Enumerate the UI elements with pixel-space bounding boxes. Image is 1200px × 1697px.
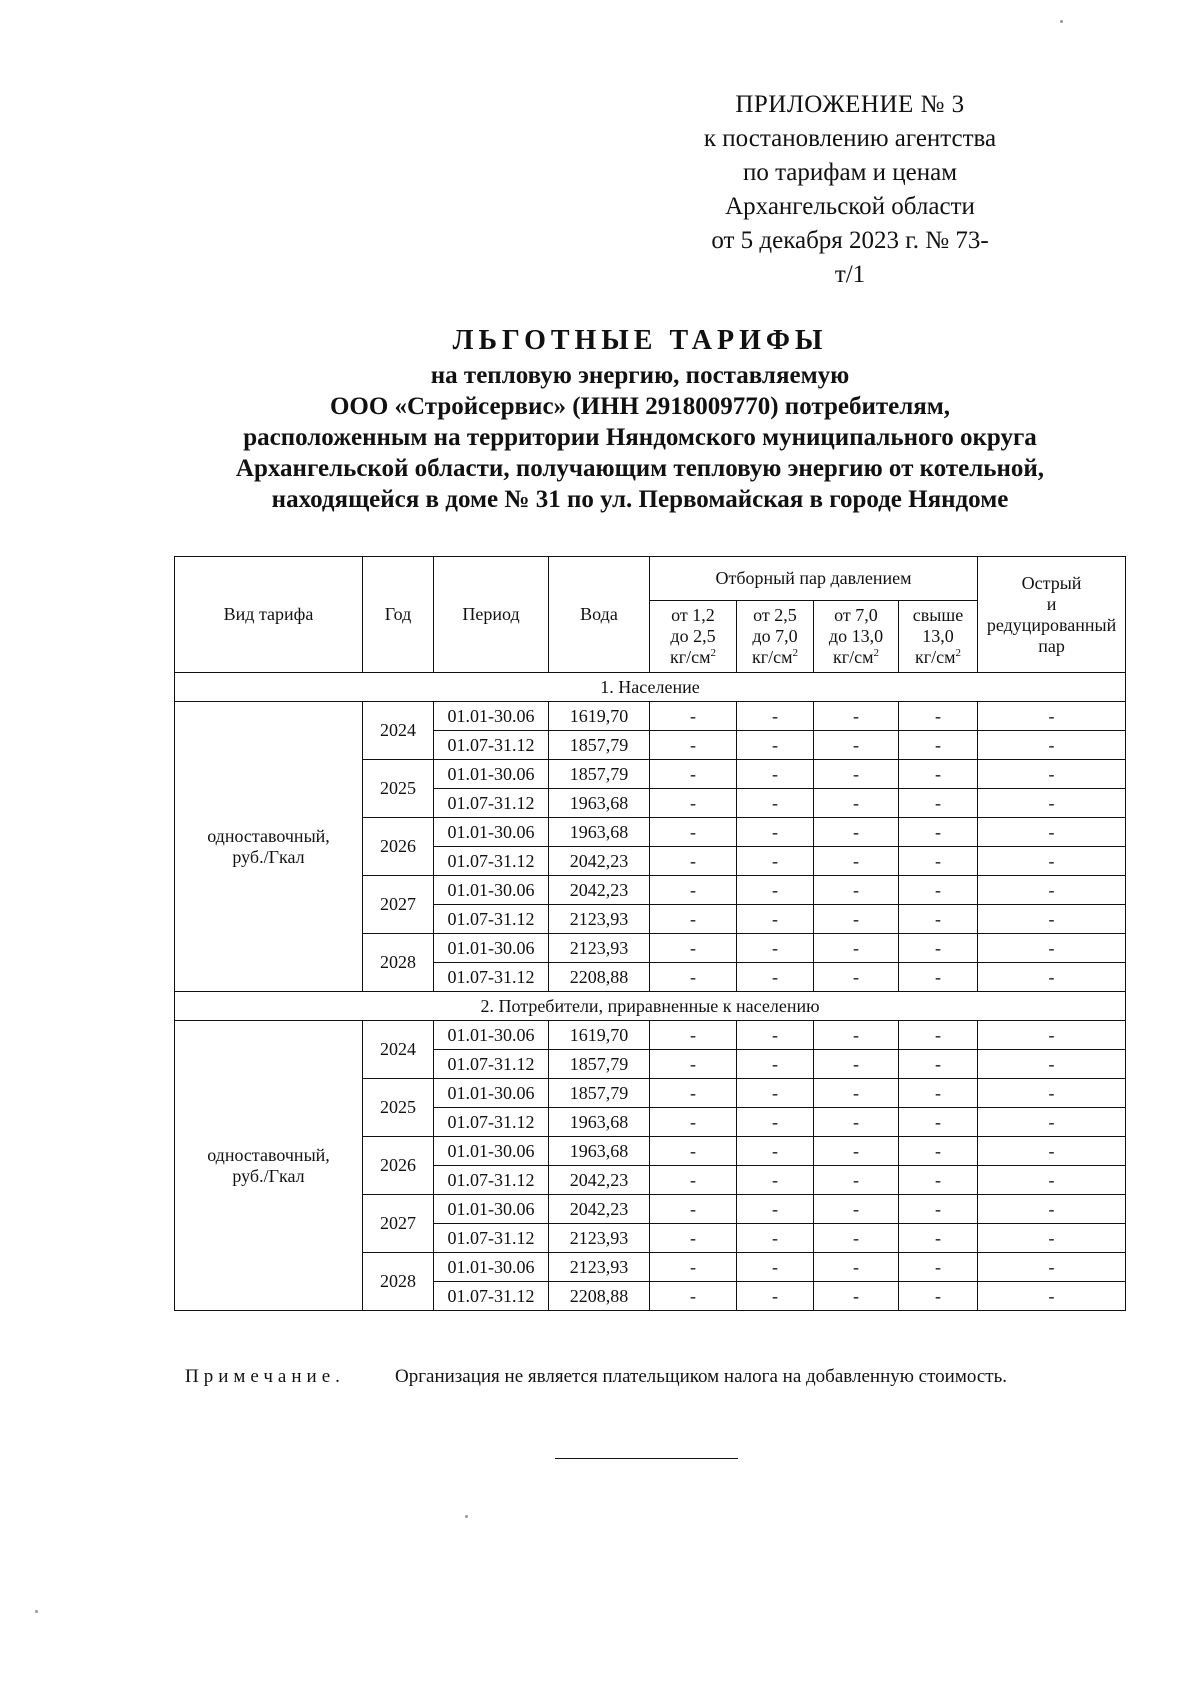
period-cell: 01.07-31.12 bbox=[434, 731, 549, 760]
year-cell: 2026 bbox=[363, 1137, 434, 1195]
water-tariff-cell: 2208,88 bbox=[549, 963, 650, 992]
steam-p4-cell: - bbox=[899, 818, 978, 847]
steam-p3-cell: - bbox=[814, 1108, 899, 1137]
steam-p3-cell: - bbox=[814, 963, 899, 992]
steam-p2-cell: - bbox=[737, 1253, 814, 1282]
steam-p4-cell: - bbox=[899, 963, 978, 992]
scan-speck bbox=[1060, 20, 1063, 23]
header-p1-line-1: от 1,2 bbox=[671, 605, 715, 625]
period-cell: 01.01-30.06 bbox=[434, 1253, 549, 1282]
tariff-type-line-1: одноставочный, bbox=[207, 825, 330, 846]
period-cell: 01.01-30.06 bbox=[434, 818, 549, 847]
water-tariff-cell: 1857,79 bbox=[549, 1079, 650, 1108]
period-cell: 01.07-31.12 bbox=[434, 1166, 549, 1195]
sharp-steam-cell: - bbox=[978, 1253, 1126, 1282]
steam-p4-cell: - bbox=[899, 876, 978, 905]
tariff-type-line-2: руб./Гкал bbox=[232, 1165, 305, 1186]
note bbox=[185, 1366, 1007, 1388]
water-tariff-cell: 1619,70 bbox=[549, 702, 650, 731]
steam-p4-cell: - bbox=[899, 1195, 978, 1224]
sharp-steam-cell: - bbox=[978, 731, 1126, 760]
steam-p2-cell: - bbox=[737, 731, 814, 760]
table-body bbox=[175, 673, 1126, 1311]
header-sharp-steam bbox=[978, 557, 1126, 673]
document-title bbox=[160, 322, 1120, 515]
header-sharp-line-4: пар bbox=[1038, 635, 1065, 656]
water-tariff-cell: 2123,93 bbox=[549, 1253, 650, 1282]
steam-p4-cell: - bbox=[899, 1021, 978, 1050]
tariff-type-line-2: руб./Гкал bbox=[232, 846, 305, 867]
header-p3-line-2: до 13,0 bbox=[828, 626, 884, 646]
steam-p2-cell: - bbox=[737, 1079, 814, 1108]
steam-p4-cell: - bbox=[899, 789, 978, 818]
steam-p4-cell: - bbox=[899, 1224, 978, 1253]
steam-p1-cell: - bbox=[650, 1253, 737, 1282]
water-tariff-cell: 2123,93 bbox=[549, 905, 650, 934]
water-tariff-cell: 2042,23 bbox=[549, 876, 650, 905]
water-tariff-cell: 1963,68 bbox=[549, 1108, 650, 1137]
appendix-line-1: к постановлению агентства bbox=[703, 125, 997, 152]
title-line-3: расположенным на территории Няндомского муниципального округа bbox=[243, 424, 1037, 451]
steam-p1-cell: - bbox=[650, 963, 737, 992]
steam-p2-cell: - bbox=[737, 876, 814, 905]
sharp-steam-cell: - bbox=[978, 1166, 1126, 1195]
sharp-steam-cell: - bbox=[978, 1137, 1126, 1166]
year-cell: 2024 bbox=[363, 702, 434, 760]
water-tariff-cell: 1963,68 bbox=[549, 818, 650, 847]
steam-p1-cell: - bbox=[650, 1166, 737, 1195]
steam-p1-cell: - bbox=[650, 1224, 737, 1253]
steam-p3-cell: - bbox=[814, 876, 899, 905]
steam-p2-cell: - bbox=[737, 1224, 814, 1253]
header-period: Период bbox=[434, 557, 549, 673]
steam-p1-cell: - bbox=[650, 1282, 737, 1311]
title-line-2: ООО «Стройсервис» (ИНН 2918009770) потребителям, bbox=[329, 393, 951, 420]
steam-p2-cell: - bbox=[737, 760, 814, 789]
steam-p4-cell: - bbox=[899, 731, 978, 760]
steam-p3-cell: - bbox=[814, 1195, 899, 1224]
header-p3-line-3 bbox=[814, 647, 898, 668]
steam-p3-cell: - bbox=[814, 1079, 899, 1108]
water-tariff-cell: 1963,68 bbox=[549, 1137, 650, 1166]
header-p1-line-3 bbox=[650, 647, 736, 668]
steam-p2-cell: - bbox=[737, 847, 814, 876]
period-cell: 01.07-31.12 bbox=[434, 1108, 549, 1137]
header-p1-unit: кг/см bbox=[669, 647, 711, 667]
water-tariff-cell: 2208,88 bbox=[549, 1282, 650, 1311]
appendix-block bbox=[700, 88, 1000, 292]
steam-p4-cell: - bbox=[899, 1079, 978, 1108]
header-p4-line-1: свыше bbox=[912, 605, 964, 625]
period-cell: 01.01-30.06 bbox=[434, 702, 549, 731]
sharp-steam-cell: - bbox=[978, 847, 1126, 876]
header-p2-unit: кг/см bbox=[751, 647, 793, 667]
sharp-steam-cell: - bbox=[978, 1108, 1126, 1137]
period-cell: 01.07-31.12 bbox=[434, 963, 549, 992]
header-p2-line-3 bbox=[737, 647, 813, 668]
scan-speck bbox=[35, 1610, 38, 1613]
water-tariff-cell: 2123,93 bbox=[549, 934, 650, 963]
steam-p2-cell: - bbox=[737, 963, 814, 992]
steam-p4-cell: - bbox=[899, 1108, 978, 1137]
water-tariff-cell: 1857,79 bbox=[549, 731, 650, 760]
header-water: Вода bbox=[549, 557, 650, 673]
sharp-steam-cell: - bbox=[978, 1050, 1126, 1079]
header-pressure-3 bbox=[814, 601, 899, 673]
appendix-line-4: от 5 декабря 2023 г. № 73-т/1 bbox=[711, 227, 989, 288]
steam-p3-cell: - bbox=[814, 1282, 899, 1311]
note-text: Организация не является плательщиком налога на добавленную стоимость. bbox=[395, 1366, 1007, 1387]
steam-p1-cell: - bbox=[650, 905, 737, 934]
steam-p2-cell: - bbox=[737, 789, 814, 818]
water-tariff-cell: 1963,68 bbox=[549, 789, 650, 818]
water-tariff-cell: 2042,23 bbox=[549, 1166, 650, 1195]
header-p3-sup: 2 bbox=[873, 647, 879, 659]
header-pressure-2 bbox=[737, 601, 814, 673]
sharp-steam-cell: - bbox=[978, 1195, 1126, 1224]
header-pressure-4 bbox=[899, 601, 978, 673]
period-cell: 01.07-31.12 bbox=[434, 847, 549, 876]
steam-p4-cell: - bbox=[899, 934, 978, 963]
steam-p4-cell: - bbox=[899, 1050, 978, 1079]
header-year: Год bbox=[363, 557, 434, 673]
steam-p2-cell: - bbox=[737, 1195, 814, 1224]
sharp-steam-cell: - bbox=[978, 1282, 1126, 1311]
steam-p4-cell: - bbox=[899, 847, 978, 876]
header-sharp-line-3: редуцированный bbox=[986, 614, 1117, 635]
steam-p1-cell: - bbox=[650, 702, 737, 731]
steam-p2-cell: - bbox=[737, 1166, 814, 1195]
period-cell: 01.07-31.12 bbox=[434, 1282, 549, 1311]
steam-p1-cell: - bbox=[650, 1021, 737, 1050]
steam-p4-cell: - bbox=[899, 1282, 978, 1311]
table-row bbox=[175, 702, 1126, 731]
tariff-type-line-1: одноставочный, bbox=[207, 1144, 330, 1165]
period-cell: 01.07-31.12 bbox=[434, 1050, 549, 1079]
year-cell: 2028 bbox=[363, 1253, 434, 1311]
steam-p1-cell: - bbox=[650, 760, 737, 789]
steam-p1-cell: - bbox=[650, 789, 737, 818]
steam-p3-cell: - bbox=[814, 702, 899, 731]
steam-p2-cell: - bbox=[737, 1137, 814, 1166]
sharp-steam-cell: - bbox=[978, 905, 1126, 934]
steam-p3-cell: - bbox=[814, 1166, 899, 1195]
period-cell: 01.01-30.06 bbox=[434, 1195, 549, 1224]
steam-p3-cell: - bbox=[814, 818, 899, 847]
appendix-line-2: по тарифам и ценам bbox=[742, 159, 958, 186]
tariff-type-cell bbox=[175, 702, 363, 992]
steam-p1-cell: - bbox=[650, 1079, 737, 1108]
water-tariff-cell: 1857,79 bbox=[549, 760, 650, 789]
header-p2-line-1: от 2,5 bbox=[753, 605, 797, 625]
steam-p3-cell: - bbox=[814, 934, 899, 963]
header-p1-line-2: до 2,5 bbox=[670, 626, 716, 646]
header-tariff-type: Вид тарифа bbox=[175, 557, 363, 673]
steam-p2-cell: - bbox=[737, 1282, 814, 1311]
header-sharp-line-1: Острый bbox=[1021, 572, 1082, 593]
period-cell: 01.01-30.06 bbox=[434, 1137, 549, 1166]
sharp-steam-cell: - bbox=[978, 789, 1126, 818]
title-line-5: находящейся в доме № 31 по ул. Первомайская в городе Няндоме bbox=[271, 486, 1009, 513]
header-p3-line-1: от 7,0 bbox=[834, 605, 878, 625]
sharp-steam-cell: - bbox=[978, 1079, 1126, 1108]
tariff-type-cell bbox=[175, 1021, 363, 1311]
header-p4-line-2: 13,0 bbox=[922, 626, 954, 646]
year-cell: 2028 bbox=[363, 934, 434, 992]
period-cell: 01.01-30.06 bbox=[434, 934, 549, 963]
header-p1-sup: 2 bbox=[710, 647, 716, 659]
steam-p3-cell: - bbox=[814, 1021, 899, 1050]
steam-p3-cell: - bbox=[814, 789, 899, 818]
steam-p1-cell: - bbox=[650, 731, 737, 760]
steam-p1-cell: - bbox=[650, 1050, 737, 1079]
period-cell: 01.01-30.06 bbox=[434, 1079, 549, 1108]
section-title: 1. Население bbox=[175, 673, 1126, 702]
steam-p2-cell: - bbox=[737, 1050, 814, 1079]
header-p3-unit: кг/см bbox=[832, 647, 874, 667]
sharp-steam-cell: - bbox=[978, 1224, 1126, 1253]
water-tariff-cell: 2123,93 bbox=[549, 1224, 650, 1253]
sharp-steam-cell: - bbox=[978, 760, 1126, 789]
sharp-steam-cell: - bbox=[978, 1021, 1126, 1050]
steam-p4-cell: - bbox=[899, 1137, 978, 1166]
steam-p4-cell: - bbox=[899, 1253, 978, 1282]
closing-rule bbox=[555, 1458, 738, 1459]
sharp-steam-cell: - bbox=[978, 702, 1126, 731]
steam-p2-cell: - bbox=[737, 818, 814, 847]
steam-p3-cell: - bbox=[814, 1137, 899, 1166]
section-title: 2. Потребители, приравненные к населению bbox=[175, 992, 1126, 1021]
steam-p2-cell: - bbox=[737, 905, 814, 934]
period-cell: 01.07-31.12 bbox=[434, 1224, 549, 1253]
steam-p1-cell: - bbox=[650, 818, 737, 847]
header-p4-sup: 2 bbox=[955, 647, 962, 659]
steam-p3-cell: - bbox=[814, 847, 899, 876]
section-header-row bbox=[175, 992, 1126, 1021]
header-p4-line-3 bbox=[899, 647, 977, 668]
tariff-table bbox=[174, 556, 1126, 1311]
water-tariff-cell: 2042,23 bbox=[549, 847, 650, 876]
steam-p4-cell: - bbox=[899, 1166, 978, 1195]
period-cell: 01.07-31.12 bbox=[434, 905, 549, 934]
steam-p2-cell: - bbox=[737, 702, 814, 731]
steam-p3-cell: - bbox=[814, 1224, 899, 1253]
title-line-1: на тепловую энергию, поставляемую bbox=[430, 362, 850, 389]
year-cell: 2027 bbox=[363, 876, 434, 934]
steam-p3-cell: - bbox=[814, 760, 899, 789]
title-main: ЛЬГОТНЫЕ ТАРИФЫ bbox=[452, 325, 828, 356]
period-cell: 01.07-31.12 bbox=[434, 789, 549, 818]
period-cell: 01.01-30.06 bbox=[434, 876, 549, 905]
header-p2-sup: 2 bbox=[792, 647, 798, 659]
steam-p4-cell: - bbox=[899, 702, 978, 731]
header-p2-line-2: до 7,0 bbox=[752, 626, 798, 646]
water-tariff-cell: 1619,70 bbox=[549, 1021, 650, 1050]
header-pressure-1 bbox=[650, 601, 737, 673]
title-line-4: Архангельской области, получающим тепловую энергию от котельной, bbox=[235, 455, 1045, 482]
table-header bbox=[175, 557, 1126, 673]
sharp-steam-cell: - bbox=[978, 818, 1126, 847]
water-tariff-cell: 2042,23 bbox=[549, 1195, 650, 1224]
water-tariff-cell: 1857,79 bbox=[549, 1050, 650, 1079]
appendix-heading: ПРИЛОЖЕНИЕ № 3 bbox=[735, 91, 965, 118]
section-header-row bbox=[175, 673, 1126, 702]
year-cell: 2025 bbox=[363, 760, 434, 818]
steam-p3-cell: - bbox=[814, 1253, 899, 1282]
table-row bbox=[175, 1021, 1126, 1050]
year-cell: 2027 bbox=[363, 1195, 434, 1253]
steam-p2-cell: - bbox=[737, 934, 814, 963]
steam-p3-cell: - bbox=[814, 1050, 899, 1079]
steam-p1-cell: - bbox=[650, 1195, 737, 1224]
steam-p3-cell: - bbox=[814, 905, 899, 934]
period-cell: 01.01-30.06 bbox=[434, 1021, 549, 1050]
steam-p1-cell: - bbox=[650, 934, 737, 963]
header-p4-unit: кг/см bbox=[915, 647, 956, 667]
steam-p3-cell: - bbox=[814, 731, 899, 760]
steam-p1-cell: - bbox=[650, 876, 737, 905]
steam-p4-cell: - bbox=[899, 760, 978, 789]
steam-p4-cell: - bbox=[899, 905, 978, 934]
year-cell: 2024 bbox=[363, 1021, 434, 1079]
steam-p2-cell: - bbox=[737, 1108, 814, 1137]
note-label: Примечание. bbox=[185, 1366, 345, 1387]
sharp-steam-cell: - bbox=[978, 963, 1126, 992]
year-cell: 2025 bbox=[363, 1079, 434, 1137]
steam-p2-cell: - bbox=[737, 1021, 814, 1050]
period-cell: 01.01-30.06 bbox=[434, 760, 549, 789]
sharp-steam-cell: - bbox=[978, 934, 1126, 963]
appendix-line-3: Архангельской области bbox=[725, 193, 975, 220]
header-sharp-line-2: и bbox=[1046, 593, 1057, 614]
scan-speck bbox=[465, 1515, 468, 1518]
steam-p1-cell: - bbox=[650, 847, 737, 876]
header-steam-group: Отборный пар давлением bbox=[650, 557, 978, 601]
steam-p1-cell: - bbox=[650, 1137, 737, 1166]
steam-p1-cell: - bbox=[650, 1108, 737, 1137]
sharp-steam-cell: - bbox=[978, 876, 1126, 905]
year-cell: 2026 bbox=[363, 818, 434, 876]
